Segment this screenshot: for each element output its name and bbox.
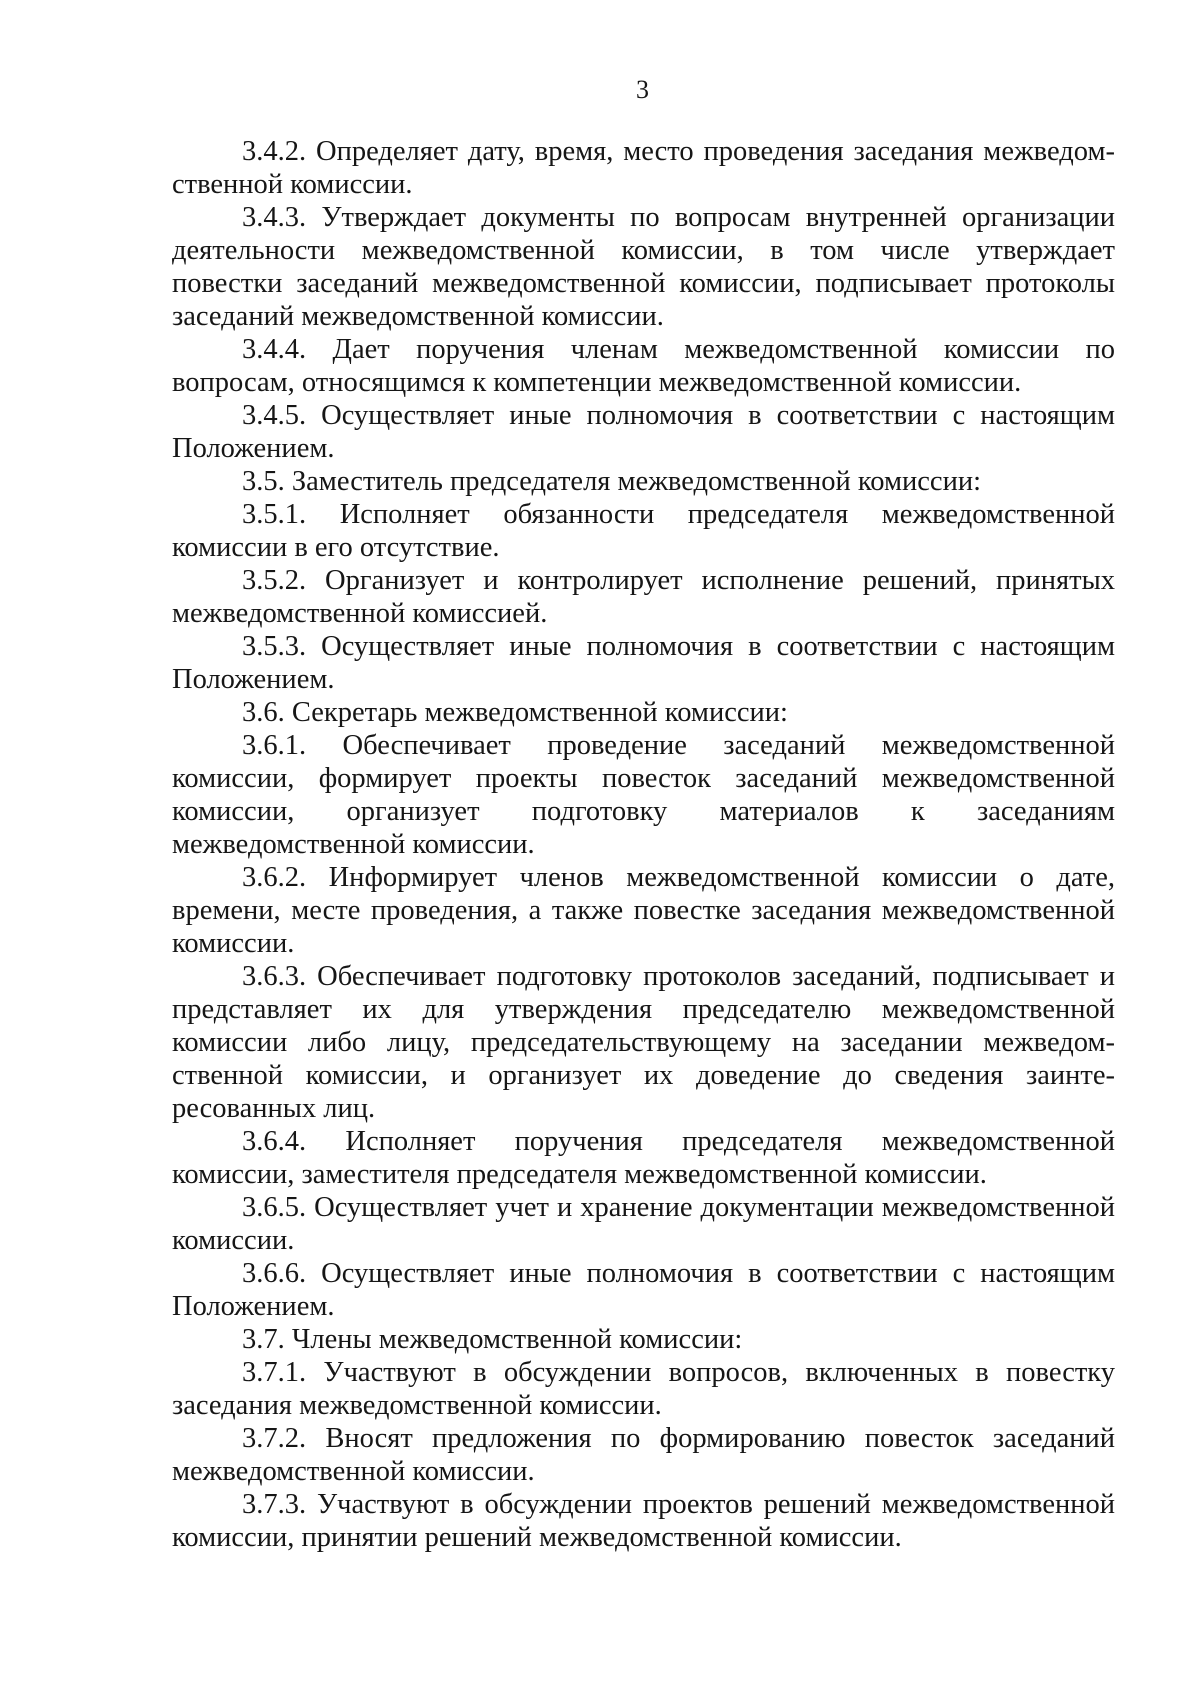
paragraph-3-7-1: 3.7.1. Участвуют в обсуждении вопросов, включенных в повестку заседания межведомственной комиссии. <box>172 1357 1115 1421</box>
paragraph-3-4-3: 3.4.3. Утверждает документы по вопросам внутренней организации деятельности межведомственной комиссии, в том числе утверждает повестки заседаний межведомственной комиссии, подписывает протоколы заседаний межведомственной комиссии. <box>172 202 1115 332</box>
paragraph-3-5-2: 3.5.2. Организует и контролирует исполнение решений, принятых межведомственной комиссией. <box>172 565 1115 629</box>
paragraph-3-4-4: 3.4.4. Дает поручения членам межведомственной комиссии по вопросам, относящимся к компетенции межведомственной комиссии. <box>172 334 1115 398</box>
paragraph-3-6-5: 3.6.5. Осуществляет учет и хранение документации межведомственной комиссии. <box>172 1192 1115 1256</box>
paragraph-3-5-3: 3.5.3. Осуществляет иные полномочия в соответствии с настоящим Положением. <box>172 631 1115 695</box>
paragraph-3-4-5: 3.4.5. Осуществляет иные полномочия в соответствии с настоящим Положением. <box>172 400 1115 464</box>
paragraph-3-5-1: 3.5.1. Исполняет обязанности председателя межведомственной комиссии в его отсутствие. <box>172 499 1115 563</box>
paragraph-3-7-3: 3.7.3. Участвуют в обсуждении проектов решений межведомственной комиссии, принятии решений межведомственной комиссии. <box>172 1489 1115 1553</box>
page-number: 3 <box>636 75 649 104</box>
paragraph-3-7-2: 3.7.2. Вносят предложения по формированию повесток заседаний межведомственной комиссии. <box>172 1423 1115 1487</box>
paragraph-3-6: 3.6. Секретарь межведомственной комиссии: <box>242 697 788 728</box>
paragraph-3-6-3: 3.6.3. Обеспечивает подготовку протоколов заседаний, подписывает и представляет их для утверждения председателю межведомственной комиссии либо лицу, председательствующему на заседании межведомственной комиссии, и организует их доведение до сведения заинтересованных лиц. <box>172 961 1115 1124</box>
paragraph-3-4-2: 3.4.2. Определяет дату, время, место проведения заседания межведомственной комиссии. <box>172 136 1115 200</box>
paragraph-3-6-2: 3.6.2. Информирует членов межведомственной комиссии о дате, времени, месте проведения, а также повестке заседания межведомственной комиссии. <box>172 862 1115 959</box>
paragraph-3-6-6: 3.6.6. Осуществляет иные полномочия в соответствии с настоящим Положением. <box>172 1258 1115 1322</box>
paragraph-3-6-1: 3.6.1. Обеспечивает проведение заседаний межведомственной комиссии, формирует проекты повесток заседаний межведомственной комиссии, организует подготовку материалов к заседаниям межведомственной комиссии. <box>172 730 1115 860</box>
paragraph-3-6-4: 3.6.4. Исполняет поручения председателя межведомственной комиссии, заместителя председателя межведомственной комиссии. <box>172 1126 1115 1190</box>
paragraph-3-7: 3.7. Члены межведомственной комиссии: <box>242 1324 743 1355</box>
document-body <box>172 135 1115 1554</box>
paragraph-3-5: 3.5. Заместитель председателя межведомственной комиссии: <box>242 466 981 497</box>
